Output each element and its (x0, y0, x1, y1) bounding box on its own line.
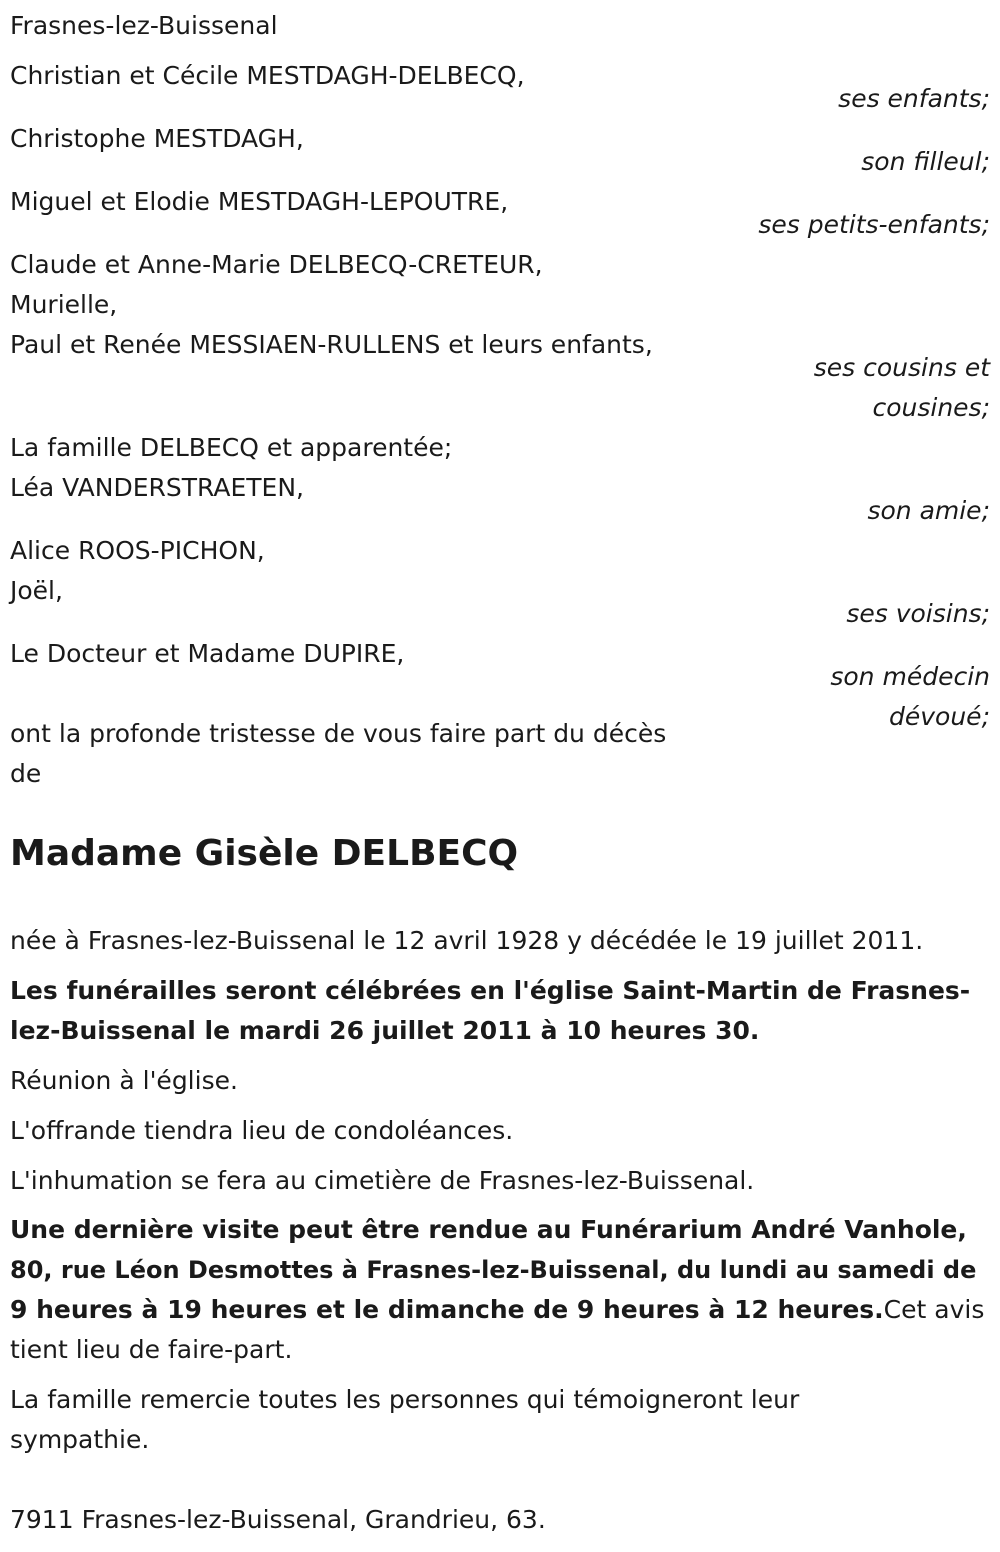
meeting-line: Réunion à l'église. (10, 1066, 238, 1095)
relation-label: ses enfants; (838, 84, 990, 113)
visit-line (10, 1290, 984, 1330)
relation-label: ses voisins; (846, 599, 990, 628)
announcement-line: de (10, 759, 42, 788)
family-line: Joël, (10, 576, 63, 605)
funeral-line: Les funérailles seront célébrées en l'église Saint-Martin de Frasnes- (10, 976, 971, 1005)
relation-label: ses petits-enfants; (758, 210, 990, 239)
visit-line: Une dernière visite peut être rendue au Funérarium André Vanhole, (10, 1215, 967, 1244)
relation-label: son médecin (830, 662, 990, 691)
address-line: 7911 Frasnes-lez-Buissenal, Grandrieu, 63. (10, 1505, 546, 1534)
family-line: Claude et Anne-Marie DELBECQ-CRETEUR, (10, 250, 543, 279)
relation-label: son filleul; (861, 147, 990, 176)
family-line: Le Docteur et Madame DUPIRE, (10, 639, 405, 668)
family-line: Alice ROOS-PICHON, (10, 536, 265, 565)
family-line: La famille DELBECQ et apparentée; (10, 433, 453, 462)
relation-label: ses cousins et (813, 353, 990, 382)
family-line: Léa VANDERSTRAETEN, (10, 473, 304, 502)
family-line: Paul et Renée MESSIAEN-RULLENS et leurs enfants, (10, 330, 653, 359)
deceased-name: Madame Gisèle DELBECQ (10, 833, 519, 874)
birth-death-line: née à Frasnes-lez-Buissenal le 12 avril 1928 y décédée le 19 juillet 2011. (10, 926, 924, 955)
announcement-line: ont la profonde tristesse de vous faire part du décès (10, 719, 667, 748)
relation-label: dévoué; (889, 702, 990, 731)
family-line: Christophe MESTDAGH, (10, 124, 304, 153)
notice-start: Cet avis (883, 1295, 985, 1324)
burial-line: L'inhumation se fera au cimetière de Frasnes-lez-Buissenal. (10, 1166, 755, 1195)
relation-label: son amie; (867, 496, 990, 525)
offering-line: L'offrande tiendra lieu de condoléances. (10, 1116, 514, 1145)
notice-line: tient lieu de faire-part. (10, 1335, 293, 1364)
thanks-line: La famille remercie toutes les personnes qui témoigneront leur (10, 1385, 800, 1414)
funeral-line: lez-Buissenal le mardi 26 juillet 2011 à 10 heures 30. (10, 1016, 760, 1045)
visit-line: 80, rue Léon Desmottes à Frasnes-lez-Buissenal, du lundi au samedi de (10, 1256, 977, 1284)
family-line: Murielle, (10, 290, 118, 319)
family-line: Christian et Cécile MESTDAGH-DELBECQ, (10, 61, 525, 90)
location-header: Frasnes-lez-Buissenal (10, 11, 278, 40)
thanks-line: sympathie. (10, 1425, 150, 1454)
visit-hours: 9 heures à 19 heures et le dimanche de 9 heures à 12 heures. (10, 1295, 884, 1324)
family-line: Miguel et Elodie MESTDAGH-LEPOUTRE, (10, 187, 509, 216)
relation-label: cousines; (872, 393, 990, 422)
